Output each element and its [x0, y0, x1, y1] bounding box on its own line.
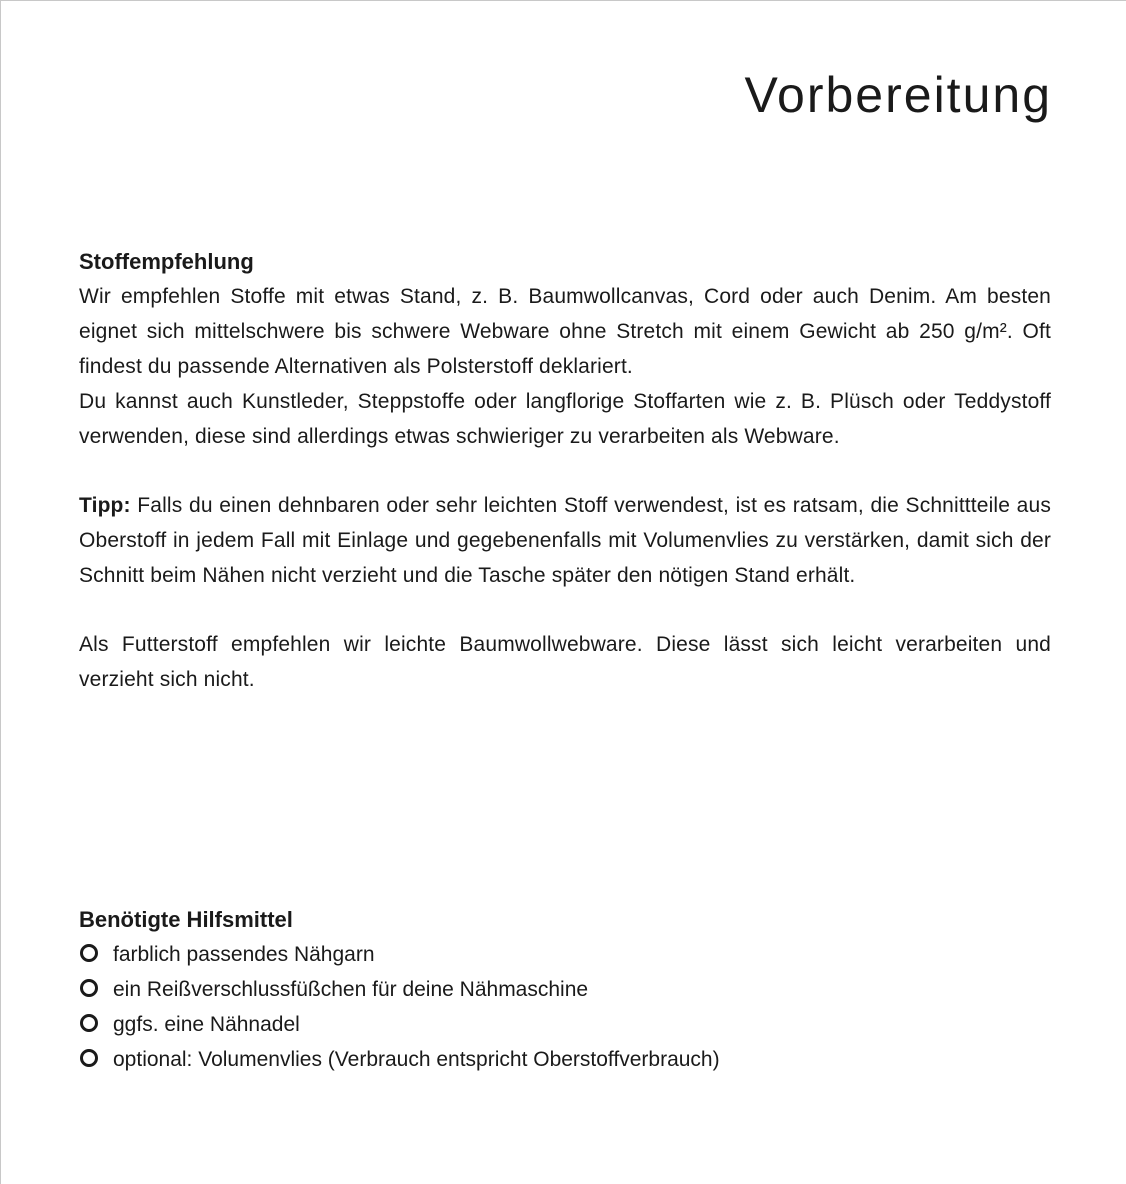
- circle-checkbox-icon[interactable]: [80, 979, 98, 997]
- tip-text: Falls du einen dehnbaren oder sehr leichten Stoff verwendest, ist es ratsam, die Schnittteile aus Oberstoff in jedem Fall mit Einlage und gegebenenfalls mit Volumenvlies zu verstärken, damit sich der Schnitt beim Nähen nicht verzieht und die Tasche später den nötigen Stand erhält.: [79, 494, 1051, 587]
- spacer: [79, 593, 1051, 627]
- circle-checkbox-icon[interactable]: [80, 1049, 98, 1067]
- fabric-recommendation-section: [79, 244, 1051, 697]
- tools-checklist: [79, 937, 1051, 1077]
- fabric-heading: Stoffempfehlung: [79, 249, 254, 274]
- checklist-item-label: ein Reißverschlussfüßchen für deine Nähmaschine: [113, 977, 589, 1001]
- checklist-item[interactable]: [79, 1007, 1051, 1042]
- circle-checkbox-icon[interactable]: [80, 1014, 98, 1032]
- tools-heading: Benötigte Hilfsmittel: [79, 907, 293, 932]
- spacer: [79, 454, 1051, 488]
- fabric-paragraph-2: Du kannst auch Kunstleder, Steppstoffe oder langflorige Stoffarten wie z. B. Plüsch oder Teddystoff verwenden, diese sind allerdings etwas schwieriger zu verarbeiten als Webware.: [79, 390, 1051, 448]
- checklist-item[interactable]: [79, 972, 1051, 1007]
- page-title: Vorbereitung: [744, 67, 1052, 123]
- checklist-item-label: optional: Volumenvlies (Verbrauch entspricht Oberstoffverbrauch): [113, 1047, 720, 1071]
- tip-label: Tipp:: [79, 494, 131, 517]
- checklist-item-label: farblich passendes Nähgarn: [113, 942, 375, 966]
- required-tools-section: [79, 902, 1051, 1077]
- circle-checkbox-icon[interactable]: [80, 944, 98, 962]
- checklist-item[interactable]: [79, 937, 1051, 972]
- checklist-item[interactable]: [79, 1042, 1051, 1077]
- tip-paragraph: [79, 488, 1051, 593]
- checklist-item-label: ggfs. eine Nähnadel: [113, 1012, 300, 1036]
- fabric-paragraph-1: Wir empfehlen Stoffe mit etwas Stand, z. B. Baumwollcanvas, Cord oder auch Denim. Am besten eignet sich mittelschwere bis schwere Webware ohne Stretch mit einem Gewicht ab 250 g/m². Oft findest du passende Alternativen als Polsterstoff deklariert.: [79, 285, 1051, 378]
- lining-paragraph: Als Futterstoff empfehlen wir leichte Baumwollwebware. Diese lässt sich leicht verarbeiten und verzieht sich nicht.: [79, 633, 1051, 691]
